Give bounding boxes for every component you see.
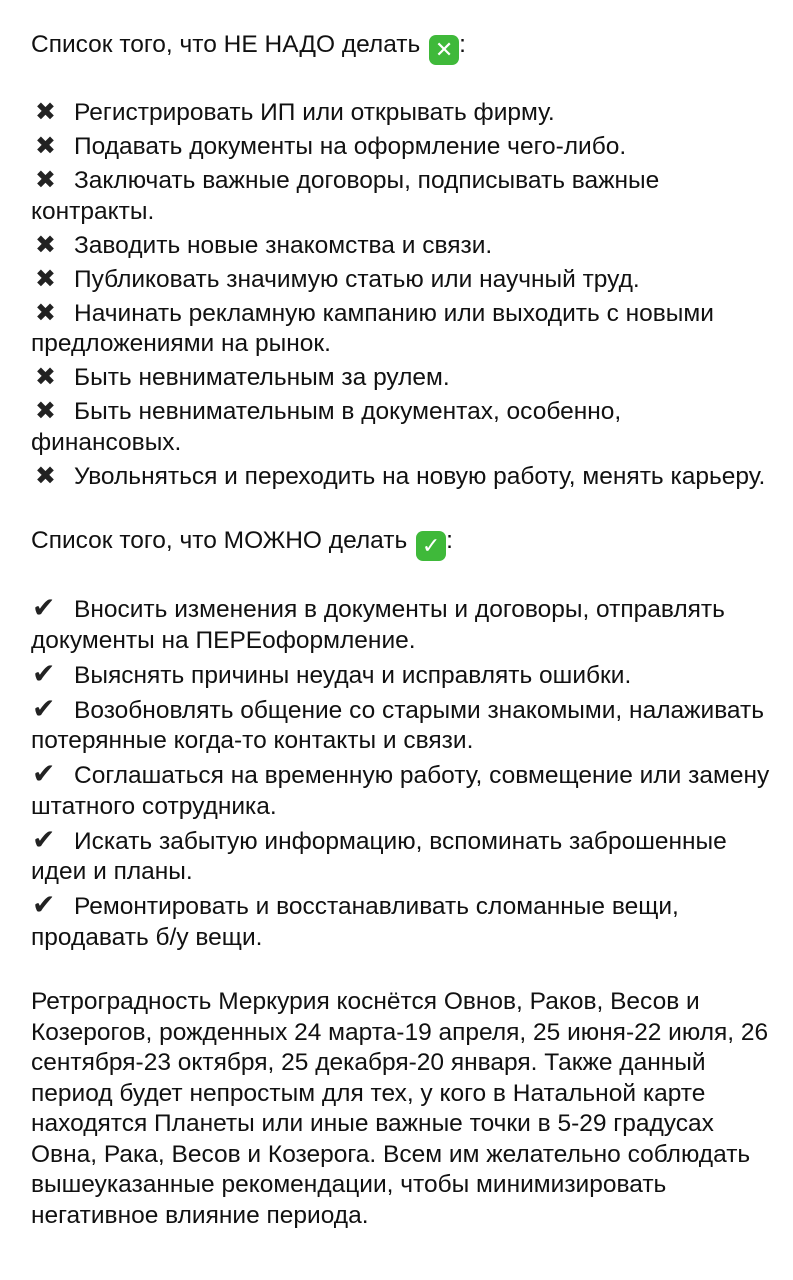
list-item bbox=[31, 264, 771, 296]
list-item bbox=[31, 890, 771, 953]
list-item-text: Вносить изменения в документы и договоры, отправлять документы на ПЕРЕоформление. bbox=[31, 596, 725, 654]
check-mark-button-icon: ✓ bbox=[416, 531, 446, 561]
list-item-text: Выяснять причины неудач и исправлять ошибки. bbox=[74, 661, 632, 689]
list-item bbox=[31, 593, 771, 656]
check-icon: ✔ bbox=[32, 657, 56, 689]
list-item-text: Регистрировать ИП или открывать фирму. bbox=[74, 99, 555, 126]
closing-paragraph: Ретроградность Меркурия коснётся Овнов, Раков, Весов и Козерогов, рожденных 24 марта-19 апреля, 25 июня-22 июля, 26 сентября-23 октября, 25 декабря-20 января. Также данный период будет непростым для тех, у кого в Натальной карте находятся Планеты или иные важные точки в 5-29 градусах Овна, Рака, Весов и Козерога. Всем им желательно соблюдать вышеуказанные рекомендации, чтобы минимизировать негативное влияние периода. bbox=[31, 988, 769, 1229]
do-heading-text: Список того, что МОЖНО делать bbox=[31, 527, 415, 554]
list-item-text: Ремонтировать и восстанавливать сломанные вещи, продавать б/у вещи. bbox=[31, 893, 679, 951]
list-item-text: Быть невнимательным в документах, особенно, финансовых. bbox=[31, 398, 622, 456]
list-item bbox=[31, 97, 771, 129]
list-item-text: Быть невнимательным за рулем. bbox=[74, 364, 450, 391]
cross-icon: ✖ bbox=[35, 166, 56, 194]
cross-icon: ✖ bbox=[35, 461, 56, 490]
list-item bbox=[31, 131, 771, 163]
cross-icon: ✖ bbox=[35, 264, 56, 293]
list-item-text: Начинать рекламную кампанию или выходить с новыми предложениями на рынок. bbox=[31, 299, 714, 357]
dont-heading-text: Список того, что НЕ НАДО делать bbox=[31, 31, 428, 58]
list-item-text: Публиковать значимую статью или научный труд. bbox=[74, 265, 640, 293]
cross-icon: ✖ bbox=[35, 363, 56, 391]
do-list-heading bbox=[31, 526, 771, 561]
cross-icon: ✖ bbox=[35, 230, 56, 259]
check-icon: ✔ bbox=[32, 889, 56, 920]
list-item bbox=[31, 362, 771, 394]
check-icon: ✔ bbox=[32, 592, 56, 623]
check-icon: ✔ bbox=[32, 823, 56, 855]
cross-icon: ✖ bbox=[35, 298, 56, 327]
cross-icon: ✖ bbox=[35, 98, 56, 126]
do-heading-colon: : bbox=[446, 527, 453, 554]
list-item-text: Подавать документы на оформление чего-либо. bbox=[74, 133, 627, 160]
list-item bbox=[31, 396, 771, 458]
list-item bbox=[31, 461, 771, 493]
check-icon: ✔ bbox=[32, 758, 56, 789]
list-item-text: Заводить новые знакомства и связи. bbox=[74, 231, 493, 259]
list-item bbox=[31, 694, 771, 757]
list-item bbox=[31, 230, 771, 262]
list-item-text: Соглашаться на временную работу, совмещение или замену штатного сотрудника. bbox=[31, 762, 770, 820]
do-list bbox=[31, 593, 771, 953]
list-item-text: Увольняться и переходить на новую работу, менять карьеру. bbox=[74, 462, 766, 490]
list-item-text: Заключать важные договоры, подписывать важные контракты. bbox=[31, 167, 660, 225]
list-item-text: Возобновлять общение со старыми знакомыми, налаживать потерянные когда-то контакты и связи. bbox=[31, 696, 765, 754]
check-icon: ✔ bbox=[32, 692, 56, 724]
list-item bbox=[31, 759, 771, 822]
cross-mark-button-icon: ✕ bbox=[429, 35, 459, 65]
list-item-text: Искать забытую информацию, вспоминать заброшенные идеи и планы. bbox=[31, 827, 727, 885]
list-item bbox=[31, 659, 771, 692]
dont-heading-colon: : bbox=[459, 31, 466, 58]
cross-icon: ✖ bbox=[35, 132, 56, 160]
list-item bbox=[31, 165, 771, 227]
dont-list bbox=[31, 97, 771, 492]
cross-icon: ✖ bbox=[35, 397, 56, 425]
list-item bbox=[31, 825, 771, 888]
list-item bbox=[31, 298, 771, 360]
message-body bbox=[31, 30, 771, 1231]
dont-list-heading bbox=[31, 30, 771, 65]
